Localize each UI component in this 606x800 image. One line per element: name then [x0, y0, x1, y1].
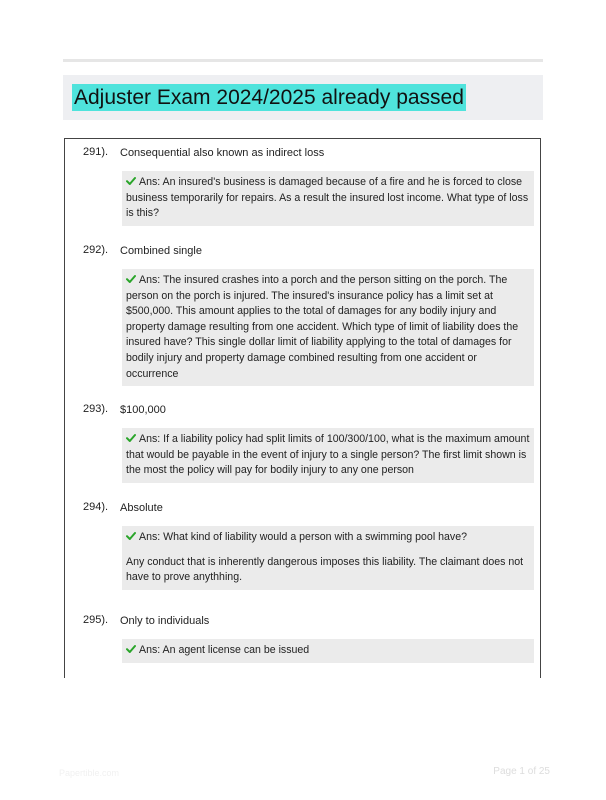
answer-extra-text: Any conduct that is inherently dangerous imposes this liability. The claimant does not have to prove anythhing. — [126, 555, 524, 584]
top-divider — [63, 59, 543, 62]
answer-box — [122, 526, 534, 590]
question-term: Only to individuals — [120, 615, 210, 627]
qa-list — [64, 138, 541, 678]
answer-box — [122, 171, 534, 226]
question-term: Combined single — [120, 245, 202, 257]
answer-text: Ans: An insured's business is damaged because of a fire and he is forced to close business temporarily for repairs. As a result the insured lost income. What type of loss is this? — [126, 176, 529, 220]
answer-text: Ans: If a liability policy had split limits of 100/300/100, what is the maximum amount that would be payable in the event of injury to a single person? The first limit shown is the most the policy will pay for bodily injury to any one person — [126, 433, 530, 477]
document-title: Adjuster Exam 2024/2025 already passed — [74, 86, 464, 109]
check-icon — [126, 644, 136, 654]
answer-box — [122, 428, 534, 483]
answer-text: Ans: An agent license can be issued — [139, 644, 310, 656]
check-icon — [126, 274, 136, 284]
answer-text: Ans: The insured crashes into a porch and the person sitting on the porch. The person on the porch is injured. The insured's insurance policy has a limit set at $500,000. This amount applies to the total of damages for any bodily injury and property damage resulting from one accident. Which type of limit of liability does the insured have? This single dollar limit of liability applying to the total of damages for bodily injury and property damage combined resulting from one accident or occurrence — [126, 274, 519, 380]
question-term: Consequential also known as indirect loss — [120, 147, 325, 159]
question-number: 294). — [83, 501, 109, 513]
check-icon — [126, 433, 136, 443]
title-band — [63, 75, 543, 120]
answer-text: Ans: What kind of liability would a person with a swimming pool have? — [139, 531, 467, 543]
check-icon — [126, 531, 136, 541]
answer-box — [122, 639, 534, 663]
page-number: Page 1 of 25 — [493, 766, 550, 777]
question-term: Absolute — [120, 502, 163, 514]
question-number: 291). — [83, 146, 109, 158]
question-number: 292). — [83, 244, 109, 256]
question-number: 293). — [83, 403, 109, 415]
answer-box — [122, 269, 534, 386]
question-term: $100,000 — [120, 404, 166, 416]
footer-watermark: Papertible.com — [59, 768, 120, 778]
question-number: 295). — [83, 614, 109, 626]
check-icon — [126, 176, 136, 186]
